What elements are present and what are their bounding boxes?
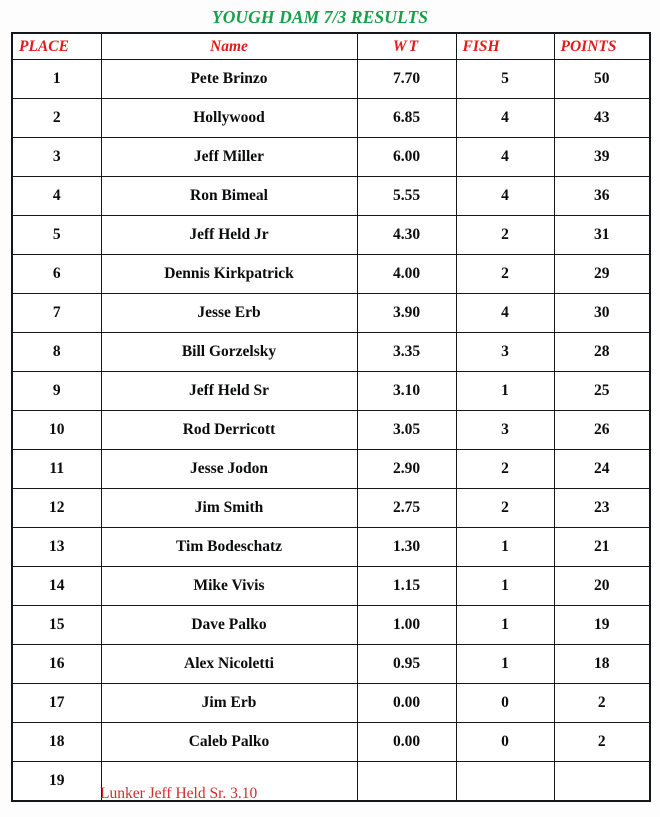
cell-wt: 6.00 <box>357 138 456 177</box>
table-row <box>12 138 650 177</box>
cell-name: Caleb Palko <box>101 723 357 762</box>
cell-fish: 2 <box>456 450 554 489</box>
cell-place: 4 <box>12 177 101 216</box>
cell-wt: 4.00 <box>357 255 456 294</box>
cell-fish: 3 <box>456 411 554 450</box>
table-row <box>12 684 650 723</box>
cell-points: 19 <box>554 606 650 645</box>
cell-fish: 4 <box>456 99 554 138</box>
cell-place: 16 <box>12 645 101 684</box>
table-row <box>12 216 650 255</box>
cell-points: 50 <box>554 60 650 99</box>
cell-place: 11 <box>12 450 101 489</box>
table-row <box>12 294 650 333</box>
cell-wt: 2.90 <box>357 450 456 489</box>
cell-place: 1 <box>12 60 101 99</box>
cell-wt: 7.70 <box>357 60 456 99</box>
cell-points: 21 <box>554 528 650 567</box>
cell-place: 17 <box>12 684 101 723</box>
table-row <box>12 333 650 372</box>
column-header-fish: FISH <box>456 33 554 60</box>
column-header-wt: WT <box>357 33 456 60</box>
table-row <box>12 645 650 684</box>
cell-wt: 3.90 <box>357 294 456 333</box>
cell-fish: 2 <box>456 255 554 294</box>
column-header-points: POINTS <box>554 33 650 60</box>
cell-wt: 0.00 <box>357 723 456 762</box>
cell-fish: 1 <box>456 645 554 684</box>
cell-fish: 1 <box>456 528 554 567</box>
cell-place: 9 <box>12 372 101 411</box>
cell-name: Ron Bimeal <box>101 177 357 216</box>
results-table-container <box>11 32 649 802</box>
cell-place: 12 <box>12 489 101 528</box>
cell-place: 14 <box>12 567 101 606</box>
table-row <box>12 606 650 645</box>
cell-place: 8 <box>12 333 101 372</box>
table-header-row <box>12 33 650 60</box>
cell-name: Dave Palko <box>101 606 357 645</box>
column-header-name: Name <box>101 33 357 60</box>
cell-points: 24 <box>554 450 650 489</box>
cell-fish: 4 <box>456 138 554 177</box>
table-row <box>12 489 650 528</box>
cell-name: Jim Erb <box>101 684 357 723</box>
cell-points <box>554 762 650 802</box>
page-title: YOUGH DAM 7/3 RESULTS <box>211 7 429 27</box>
cell-fish: 4 <box>456 177 554 216</box>
cell-points: 36 <box>554 177 650 216</box>
cell-points: 39 <box>554 138 650 177</box>
table-header <box>12 33 650 60</box>
cell-points: 26 <box>554 411 650 450</box>
cell-wt: 0.95 <box>357 645 456 684</box>
cell-name: Dennis Kirkpatrick <box>101 255 357 294</box>
cell-name: Jesse Erb <box>101 294 357 333</box>
cell-fish: 1 <box>456 372 554 411</box>
cell-points: 2 <box>554 723 650 762</box>
cell-name: Pete Brinzo <box>101 60 357 99</box>
table-row <box>12 450 650 489</box>
cell-wt: 2.75 <box>357 489 456 528</box>
table-row <box>12 60 650 99</box>
results-table <box>11 32 651 802</box>
cell-fish <box>456 762 554 802</box>
cell-wt <box>357 762 456 802</box>
cell-place: 13 <box>12 528 101 567</box>
cell-wt: 4.30 <box>357 216 456 255</box>
cell-name: Alex Nicoletti <box>101 645 357 684</box>
table-row <box>12 567 650 606</box>
cell-place: 10 <box>12 411 101 450</box>
cell-place: 18 <box>12 723 101 762</box>
cell-name: Mike Vivis <box>101 567 357 606</box>
table-row <box>12 372 650 411</box>
cell-name: Bill Gorzelsky <box>101 333 357 372</box>
cell-wt: 6.85 <box>357 99 456 138</box>
cell-place: 6 <box>12 255 101 294</box>
cell-place: 15 <box>12 606 101 645</box>
cell-name: Jim Smith <box>101 489 357 528</box>
lunker-note: Lunker Jeff Held Sr. 3.10 <box>100 785 258 802</box>
cell-fish: 2 <box>456 489 554 528</box>
cell-fish: 4 <box>456 294 554 333</box>
cell-wt: 1.15 <box>357 567 456 606</box>
cell-points: 25 <box>554 372 650 411</box>
cell-name: Jeff Held Jr <box>101 216 357 255</box>
cell-wt: 5.55 <box>357 177 456 216</box>
cell-wt: 1.30 <box>357 528 456 567</box>
cell-name: Rod Derricott <box>101 411 357 450</box>
table-row <box>12 177 650 216</box>
cell-name: Jeff Miller <box>101 138 357 177</box>
cell-place: 7 <box>12 294 101 333</box>
cell-name: Jesse Jodon <box>101 450 357 489</box>
cell-name: Tim Bodeschatz <box>101 528 357 567</box>
cell-wt: 1.00 <box>357 606 456 645</box>
table-row <box>12 411 650 450</box>
cell-fish: 3 <box>456 333 554 372</box>
cell-name: Hollywood <box>101 99 357 138</box>
cell-place: 19 <box>12 762 101 802</box>
cell-wt: 3.05 <box>357 411 456 450</box>
cell-points: 23 <box>554 489 650 528</box>
table-body <box>12 60 650 802</box>
cell-fish: 2 <box>456 216 554 255</box>
cell-points: 28 <box>554 333 650 372</box>
cell-points: 43 <box>554 99 650 138</box>
cell-points: 20 <box>554 567 650 606</box>
cell-place: 3 <box>12 138 101 177</box>
column-header-place: PLACE <box>12 33 101 60</box>
cell-fish: 0 <box>456 684 554 723</box>
table-row <box>12 99 650 138</box>
cell-name: Jeff Held Sr <box>101 372 357 411</box>
cell-fish: 1 <box>456 606 554 645</box>
cell-wt: 3.35 <box>357 333 456 372</box>
cell-fish: 5 <box>456 60 554 99</box>
cell-fish: 0 <box>456 723 554 762</box>
cell-points: 30 <box>554 294 650 333</box>
table-row <box>12 255 650 294</box>
cell-points: 2 <box>554 684 650 723</box>
cell-points: 31 <box>554 216 650 255</box>
cell-points: 29 <box>554 255 650 294</box>
table-row <box>12 723 650 762</box>
cell-place: 5 <box>12 216 101 255</box>
cell-wt: 0.00 <box>357 684 456 723</box>
cell-points: 18 <box>554 645 650 684</box>
cell-place: 2 <box>12 99 101 138</box>
cell-wt: 3.10 <box>357 372 456 411</box>
table-row <box>12 528 650 567</box>
cell-fish: 1 <box>456 567 554 606</box>
